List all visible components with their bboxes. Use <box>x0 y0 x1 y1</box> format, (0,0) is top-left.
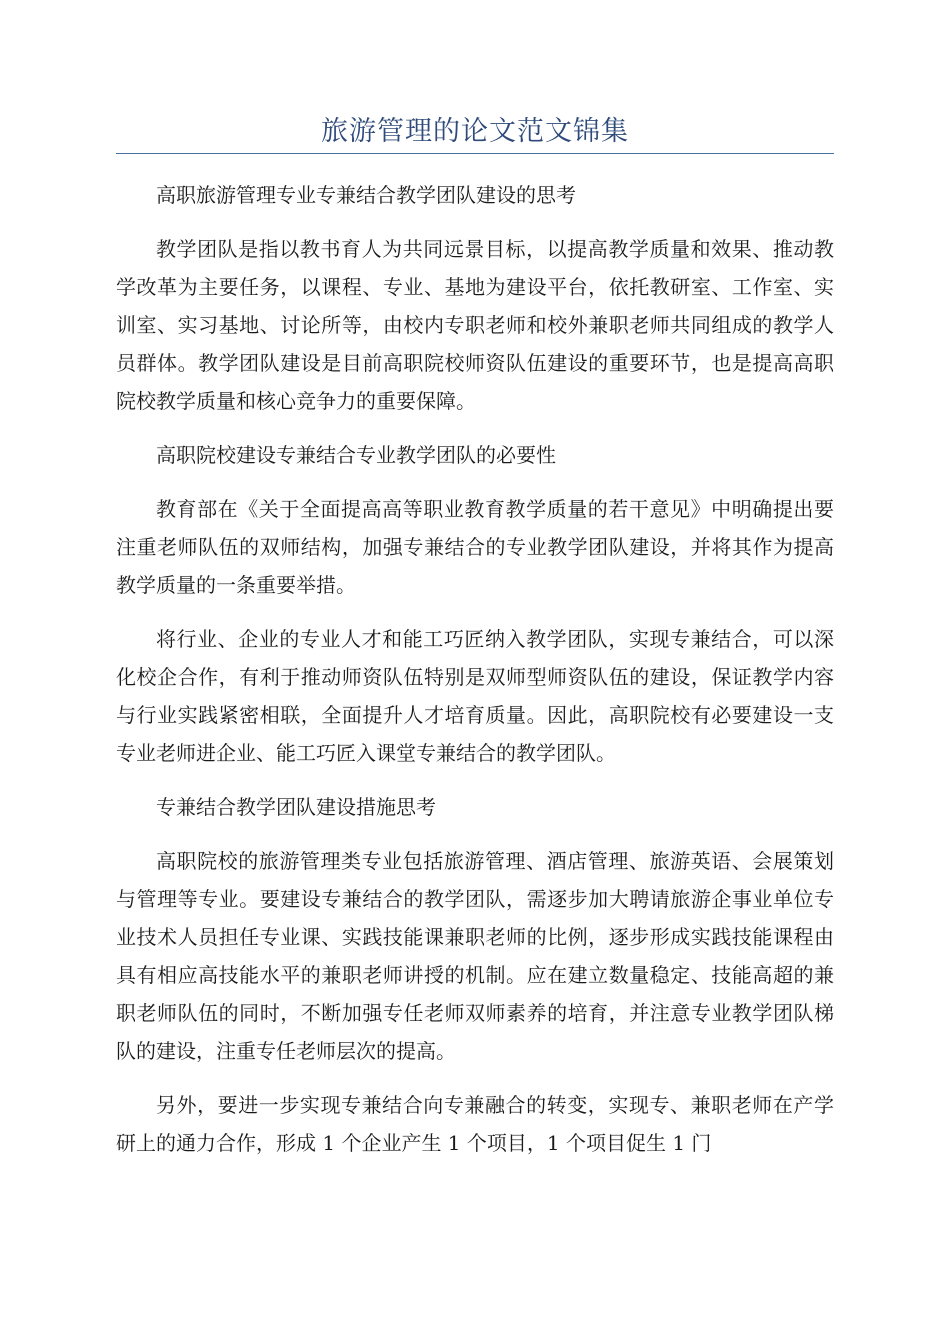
body-paragraph: 高职院校的旅游管理类专业包括旅游管理、酒店管理、旅游英语、会展策划与管理等专业。要建设专兼结合的教学团队，需逐步加大聘请旅游企事业单位专业技术人员担任专业课、实践技能课兼职老师的比例，逐步形成实践技能课程由具有相应高技能水平的兼职老师讲授的机制。应在建立数量稳定、技能高超的兼职老师队伍的同时，不断加强专任老师双师素养的培育，并注意专业教学团队梯队的建设，注重专任老师层次的提高。 <box>116 849 834 1063</box>
body-paragraph: 教学团队是指以教书育人为共同远景目标，以提高教学质量和效果、推动教学改革为主要任务，以课程、专业、基地为建设平台，依托教研室、工作室、实训室、实习基地、讨论所等，由校内专职老师和校外兼职老师共同组成的教学人员群体。教学团队建设是目前高职院校师资队伍建设的重要环节，也是提高高职院校教学质量和核心竞争力的重要保障。 <box>116 237 834 413</box>
section-heading: 高职旅游管理专业专兼结合教学团队建设的思考 <box>156 183 576 207</box>
document-body <box>116 176 834 1178</box>
document-title: 旅游管理的论文范文锦集 <box>321 116 629 147</box>
section-heading: 专兼结合教学团队建设措施思考 <box>156 795 436 819</box>
body-paragraph: 另外，要进一步实现专兼结合向专兼融合的转变，实现专、兼职老师在产学研上的通力合作，形成 1 个企业产生 1 个项目，1 个项目促生 1 门 <box>116 1093 834 1155</box>
section-heading: 高职院校建设专兼结合专业教学团队的必要性 <box>156 443 556 467</box>
title-underline <box>116 153 834 154</box>
body-paragraph: 将行业、企业的专业人才和能工巧匠纳入教学团队，实现专兼结合，可以深化校企合作，有利于推动师资队伍特别是双师型师资队伍的建设，保证教学内容与行业实践紧密相联，全面提升人才培育质量。因此，高职院校有必要建设一支专业老师进企业、能工巧匠入课堂专兼结合的教学团队。 <box>116 627 834 765</box>
body-paragraph: 教育部在《关于全面提高高等职业教育教学质量的若干意见》中明确提出要注重老师队伍的双师结构，加强专兼结合的专业教学团队建设，并将其作为提高教学质量的一条重要举措。 <box>116 497 834 597</box>
